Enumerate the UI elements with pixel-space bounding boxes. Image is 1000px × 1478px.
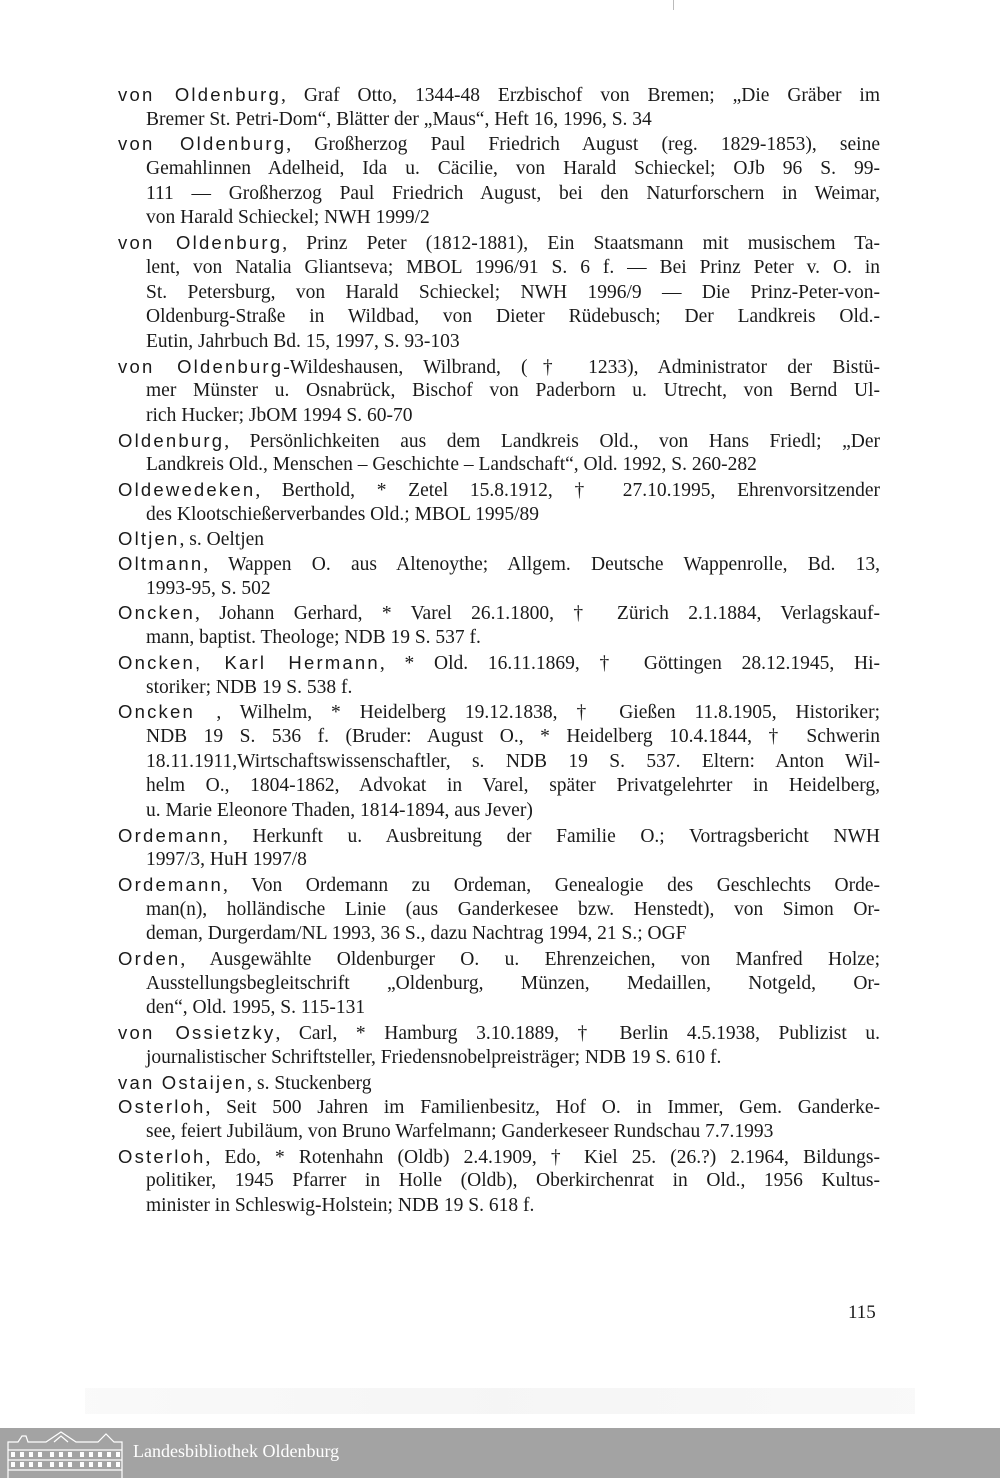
index-entry [118, 700, 880, 823]
index-entry [118, 429, 880, 478]
entry-heading: Oncken, Karl Hermann [118, 651, 380, 673]
scan-artifact [85, 1388, 915, 1414]
index-entry [118, 651, 880, 700]
entry-line [118, 83, 880, 108]
entry-line [118, 799, 880, 824]
entry-line [118, 873, 880, 898]
entry-text: des Klootschießerverbandes Old.; MBOL 1995/89 [146, 503, 539, 525]
entry-line [118, 552, 880, 577]
index-entry [118, 873, 880, 947]
entry-line [118, 108, 880, 133]
entry-heading: von Oldenburg [118, 355, 284, 377]
library-building-logo-icon [6, 1430, 124, 1478]
entry-line [118, 824, 880, 849]
entry-text: , * Old. 16.11.1869, † Göttingen 28.12.1945, Hi- [379, 652, 880, 674]
entry-heading: Oncken [118, 701, 217, 723]
entry-text: NDB 19 S. 536 f. (Bruder: August O., * Heidelberg 10.4.1844, † Schwerin [146, 725, 880, 747]
entry-line [118, 1071, 880, 1096]
entry-text: , Wilhelm, * Heidelberg 19.12.1838, † Gießen 11.8.1905, Historiker; [216, 702, 881, 724]
entry-heading: von Oldenburg [118, 84, 282, 105]
page-number: 115 [848, 1302, 876, 1323]
entry-line [118, 355, 880, 380]
entry-text: von Harald Schieckel; NWH 1999/2 [146, 207, 430, 229]
entry-line [118, 527, 880, 552]
entry-text: helm O., 1804-1862, Advokat in Varel, später Privatgelehrter in Heidelberg, [146, 775, 880, 797]
entry-text: see, feiert Jubiläum, von Bruno Warfelmann; Ganderkeseer Rundschau 7.7.1993 [146, 1120, 774, 1142]
entry-text: man(n), holländische Linie (aus Ganderkesee bzw. Henstedt), von Simon Or- [146, 898, 880, 920]
entry-line [118, 379, 880, 404]
entry-text: Bremer St. Petri-Dom“, Blätter der „Maus“, Heft 16, 1996, S. 34 [146, 108, 652, 130]
index-entry [118, 824, 880, 873]
entry-text: , Prinz Peter (1812-1881), Ein Staatsmann mit musischem Ta- [282, 233, 881, 255]
entry-text: storiker; NDB 19 S. 538 f. [146, 676, 353, 698]
index-entry [118, 478, 880, 527]
entry-line [118, 281, 880, 306]
entry-heading: von Ossietzky [118, 1022, 276, 1044]
entry-heading: von Oldenburg [118, 232, 283, 254]
library-footer-bar [0, 1428, 1000, 1478]
entry-text: , Johann Gerhard, * Varel 26.1.1800, † Zürich 2.1.1884, Verlagskauf- [194, 603, 880, 625]
entry-text: , Graf Otto, 1344-48 Erzbischof von Bremen; „Die Gräber im [281, 85, 880, 106]
entry-text: St. Petersburg, von Harald Schieckel; NWH 1996/9 — Die Prinz-Peter-von- [146, 281, 880, 303]
entry-line [118, 231, 880, 256]
index-entry [118, 527, 880, 552]
entry-heading: Ordemann [118, 874, 224, 895]
entry-line [118, 206, 880, 231]
entry-line [118, 305, 880, 330]
entry-line [118, 651, 880, 676]
entry-heading: Ordemann [118, 824, 224, 846]
entry-text: u. Marie Eleonore Thaden, 1814-1894, aus Jever) [146, 799, 533, 821]
index-entry [118, 1021, 880, 1070]
entry-line [118, 1021, 880, 1046]
entry-line [118, 1169, 880, 1194]
entry-line [118, 1194, 880, 1219]
index-entry [118, 947, 880, 1021]
entry-text: , s. Oeltjen [179, 529, 265, 551]
entry-line [118, 626, 880, 651]
entry-heading: Osterloh [118, 1096, 206, 1118]
entry-heading: Oltmann [118, 553, 204, 575]
entry-heading: Oncken [118, 602, 195, 624]
entry-line [118, 774, 880, 799]
entry-text: den“, Old. 1995, S. 115-131 [146, 997, 366, 1019]
index-entry [118, 355, 880, 429]
entry-text: 1993-95, S. 502 [146, 577, 271, 599]
entry-line [118, 725, 880, 750]
entry-line [118, 157, 880, 182]
entry-text: Oldenburg-Straße in Wildbad, von Dieter Rüdebusch; Der Landkreis Old.- [146, 306, 880, 328]
entry-text: , Carl, * Hamburg 3.10.1889, † Berlin 4.5.1938, Publizist u. [275, 1023, 881, 1045]
entry-line [118, 898, 880, 923]
entry-line [118, 478, 880, 503]
entry-line [118, 1145, 880, 1170]
entry-line [118, 922, 880, 947]
entry-text: deman, Durgerdam/NL 1993, 36 S., dazu Nachtrag 1994, 21 S.; OGF [146, 923, 687, 945]
entry-heading: Oldewedeken [118, 479, 256, 500]
entry-text: , s. Stuckenberg [247, 1072, 372, 1094]
entry-line [118, 404, 880, 429]
entry-text: 1997/3, HuH 1997/8 [146, 849, 307, 871]
entry-heading: Oldenburg [118, 429, 225, 451]
index-entry [118, 601, 880, 650]
index-entry [118, 231, 880, 354]
entry-line [118, 429, 880, 454]
entry-line [118, 330, 880, 355]
entry-text: , Ausgewählte Oldenburger O. u. Ehrenzeichen, von Manfred Holze; [180, 949, 880, 971]
entry-line [118, 947, 880, 972]
entry-text: , Wappen O. aus Altenoythe; Allgem. Deutsche Wappenrolle, Bd. 13, [203, 554, 880, 576]
entry-text: , Von Ordemann zu Ordeman, Genealogie des Geschlechts Orde- [223, 875, 880, 896]
entry-text: , Großherzog Paul Friedrich August (reg. 1829-1853), seine [286, 134, 880, 156]
entry-text: 111 — Großherzog Paul Friedrich August, bei den Naturforschern in Weimar, [146, 182, 880, 204]
entry-line [118, 676, 880, 701]
index-entry [118, 552, 880, 601]
index-entry [118, 1071, 880, 1096]
entry-text: mer Münster u. Osnabrück, Bischof von Paderborn u. Utrecht, von Bernd Ul- [146, 380, 880, 402]
entry-line [118, 972, 880, 997]
entry-line [118, 996, 880, 1021]
entry-line [118, 453, 880, 478]
entry-text: 18.11.1911,Wirtschaftswissenschaftler, s. NDB 19 S. 537. Eltern: Anton Wil- [146, 750, 880, 772]
entry-heading: von Oldenburg [118, 133, 287, 155]
entry-line [118, 1046, 880, 1071]
entry-text: lent, von Natalia Gliantseva; MBOL 1996/91 S. 6 f. — Bei Prinz Peter v. O. in [146, 256, 880, 278]
index-entry [118, 1145, 880, 1219]
entry-text: , Seit 500 Jahren im Familienbesitz, Hof O. in Immer, Gem. Ganderke- [205, 1097, 880, 1119]
entry-heading: Oltjen [118, 528, 180, 550]
entry-text: Ausstellungsbegleitschrift „Oldenburg, Münzen, Medaillen, Notgeld, Or- [146, 972, 880, 994]
scan-mark [673, 0, 674, 10]
entry-line [118, 503, 880, 528]
index-entry [118, 83, 880, 132]
entry-text: -Wildeshausen, Wilbrand, († 1233), Administrator der Bistü- [283, 356, 880, 378]
entry-text: , Herkunft u. Ausbreitung der Familie O.; Vortragsbericht NWH [223, 825, 880, 847]
library-name: Landesbibliothek Oldenburg [133, 1441, 340, 1461]
entry-text: , Edo, * Rotenhahn (Oldb) 2.4.1909, † Kiel 25. (26.?) 2.1964, Bildungs- [205, 1146, 880, 1168]
entry-text: , Berthold, * Zetel 15.8.1912, † 27.10.1995, Ehrenvorsitzender [255, 480, 880, 501]
index-entries [118, 83, 880, 1219]
entry-line [118, 132, 880, 157]
entry-line [118, 700, 880, 725]
index-entry [118, 1095, 880, 1144]
entry-text: , Persönlichkeiten aus dem Landkreis Old., von Hans Friedl; „Der [224, 430, 880, 452]
entry-text: Gemahlinnen Adelheid, Ida u. Cäcilie, von Harald Schieckel; OJb 96 S. 99- [146, 158, 880, 180]
entry-text: mann, baptist. Theologe; NDB 19 S. 537 f. [146, 627, 481, 649]
entry-heading: Orden [118, 948, 181, 970]
entry-line [118, 601, 880, 626]
entry-line [118, 182, 880, 207]
entry-line [118, 848, 880, 873]
entry-text: Landkreis Old., Menschen – Geschichte – Landschaft“, Old. 1992, S. 260-282 [146, 454, 757, 476]
entry-heading: Osterloh [118, 1145, 206, 1167]
entry-text: politiker, 1945 Pfarrer in Holle (Oldb), Oberkirchenrat in Old., 1956 Kultus- [146, 1170, 880, 1192]
entry-line [118, 750, 880, 775]
entry-heading: van Ostaijen [118, 1071, 248, 1093]
entry-line [118, 1095, 880, 1120]
entry-line [118, 577, 880, 602]
entry-line [118, 256, 880, 281]
entry-text: Eutin, Jahrbuch Bd. 15, 1997, S. 93-103 [146, 330, 460, 352]
entry-text: journalistischer Schriftsteller, Friedensnobelpreisträger; NDB 19 S. 610 f. [146, 1046, 722, 1068]
entry-text: minister in Schleswig-Holstein; NDB 19 S. 618 f. [146, 1194, 535, 1216]
entry-text: rich Hucker; JbOM 1994 S. 60-70 [146, 404, 413, 426]
index-entry [118, 132, 880, 231]
entry-line [118, 1120, 880, 1145]
